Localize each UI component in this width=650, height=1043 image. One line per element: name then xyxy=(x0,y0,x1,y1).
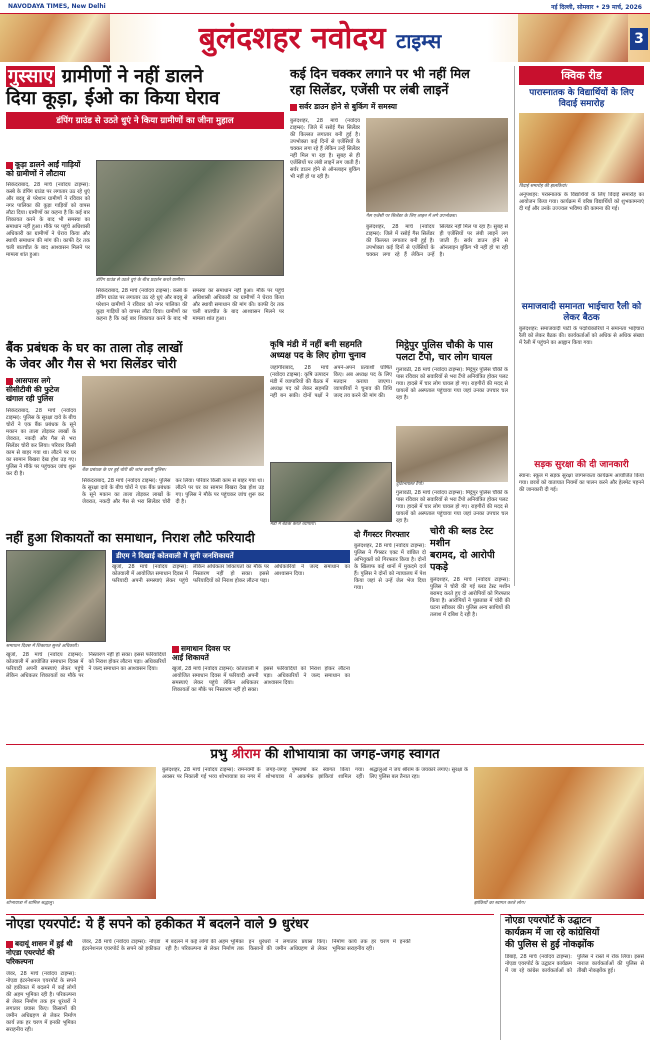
story-body-cont: बुलंदशहर, 28 मार्च (नवोदय टाइम्स): जिले में रसोई गैस सिलेंडर की किल्लत लगातार बनी हुई है। उपभोक्ता कई दिनों से एजेंसियों के चक्कर लगा रहे हैं लेकिन उन्हें सिलेंडर नहीं मिल पा रहा है। सुबह से ही एजेंसियों पर लंबी लाइनें लग जाती हैं। सर्वर डाउन होने से ऑनलाइन बुकिंग भी नहीं हो पा रही है। xyxy=(366,224,508,258)
story-banner: डीएम ने दिखाई कोतवाली में सुनी जनशिकायतें xyxy=(112,550,350,563)
quick-read-sidebar xyxy=(514,66,644,586)
story-body-cont: गुलावठी, 28 मार्च (नवोदय टाइम्स): मिट्ठेपुर पुलिस चौकी के पास रविवार को सवारियों से भरा टैंपो अनियंत्रित होकर पलट गया। हादसे में चार लोग घायल हो गए। राहगीरों की मदद से घायलों को अस्पताल पहुंचाया गया जहां उनका उपचार चल रहा है। xyxy=(396,490,508,524)
story-photo xyxy=(396,426,508,482)
photo-caption: बैंक प्रबंधक के घर हुई चोरी की जांच करती पुलिस। xyxy=(82,468,167,473)
story-body-cont: सिकंदराबाद, 28 मार्च (नवोदय टाइम्स): पुलिस के सुरक्षा दावे के बीच चोरों ने एक बैंक प्रबंधक के सूने मकान का ताला तोड़कर लाखों के जेवरात, नकदी और गैस से भरा सिलेंडर चोरी कर लिया। परिवार किसी काम से बाहर गया था। लौटने पर घर का सामान बिखरा देख होश उड़ गए। पुलिस ने मौके पर पहुंचकर जांच शुरू कर दी है। xyxy=(82,478,264,505)
story-body: डिबाई, 28 मार्च (नवोदय टाइम्स): नोएडा एयरपोर्ट के उद्घाटन कार्यक्रम में जा रहे कांग्रेस कार्यकर्ताओं को पुलिस ने रास्ते में रोक लिया। इससे नाराज कार्यकर्ताओं की पुलिस से तीखी नोकझोंक हुई। xyxy=(505,954,644,974)
photo-caption-left: शोभायात्रा में शामिल श्रद्धालु। xyxy=(6,901,54,906)
story-headline: मिट्ठेपुर पुलिस चौकी के पास पलटा टैंपो, चार लोग घायल xyxy=(396,340,493,363)
story-photo xyxy=(366,118,508,212)
sidebar-head-1: पारास्नातक के विद्यार्थियों के लिए विदाई समारोह xyxy=(529,88,634,109)
sidebar-body-3: स्याना: स्कूल में सड़क सुरक्षा जागरूकता कार्यक्रम आयोजित किया गया। छात्रों को यातायात नियमों का पालन करने और हेलमेट पहनने की जानकारी दी गई। xyxy=(519,473,644,493)
story-tempo xyxy=(396,340,508,526)
story-body: बुलंदशहर, 28 मार्च (नवोदय टाइम्स): जिले में रसोई गैस सिलेंडर की किल्लत लगातार बनी हुई है। उपभोक्ता कई दिनों से एजेंसियों के चक्कर लगा रहे हैं लेकिन उन्हें सिलेंडर नहीं मिल पा रहा है। सुबह से ही एजेंसियों पर लंबी लाइनें लग जाती हैं। सर्वर डाउन होने से ऑनलाइन बुकिंग भी नहीं हो पा रही है। xyxy=(290,118,360,180)
story-body: सिकंदराबाद, 28 मार्च (नवोदय टाइम्स): पुलिस के सुरक्षा दावे के बीच चोरों ने एक बैंक प्रबंधक के सूने मकान का ताला तोड़कर लाखों के जेवरात, नकदी और गैस से भरा सिलेंडर चोरी कर लिया। परिवार किसी काम से बाहर गया था। लौटने पर घर का सामान बिखरा देख होश उड़ गए। पुलिस ने मौके पर पहुंचकर जांच शुरू कर दी है। xyxy=(6,408,76,477)
story-headline: नोएडा एयरपोर्ट के उद्घाटन कार्यक्रम में जा रहे कांग्रेसियों की पुलिस से हुई नोकझोंक xyxy=(505,915,600,950)
story-headline: नोएडा एयरपोर्ट: ये हैं सपने को हकीकत में बदलने वाले 9 धुरंधर xyxy=(6,917,309,932)
bullet-icon xyxy=(6,941,13,948)
story-photo xyxy=(270,462,392,522)
bullet-icon xyxy=(290,104,297,111)
story-body: बुलंदशहर, 28 मार्च (नवोदय टाइम्स): पुलिस ने गैंगस्टर एक्ट में वांछित दो अभियुक्तों को गिरफ्तार किया है। दोनों के खिलाफ कई थानों में मुकदमे दर्ज हैं। पुलिस ने दोनों को न्यायालय में पेश किया जहां से उन्हें जेल भेज दिया गया। xyxy=(354,543,426,591)
story-photo-left xyxy=(6,767,156,899)
masthead-title: बुलंदशहर नवोदय टाइम्स xyxy=(198,21,442,56)
sidebar-body-1: अनूपशहर: परास्नातक के विद्यार्थियों के लिए विदाई समारोह का आयोजन किया गया। कार्यक्रम में वरिष्ठ विद्यार्थियों को शुभकामनाएं दी गईं और उनके उज्ज्वल भविष्य की कामना की गई। xyxy=(519,192,644,212)
story-headline: बैंक प्रबंधक के घर का ताला तोड़ लाखों के जेवर और गैस से भरा सिलेंडर चोरी xyxy=(6,340,183,371)
story-headline: कृषि मंडी में नहीं बनी सहमति अध्यक्ष पद के लिए होगा चुनाव xyxy=(270,340,366,361)
story-body: जेवर, 28 मार्च (नवोदय टाइम्स): नोएडा इंटरनेशनल एयरपोर्ट के सपने को हकीकत में बदलने में कई लोगों की अहम भूमिका रही है। परिकल्पना से लेकर निर्माण तक इन धुरंधरों ने लगातार प्रयास किए। किसानों की जमीन अधिग्रहण से लेकर निर्माण कार्य तक हर चरण में इनकी भूमिका सराहनीय रही। xyxy=(6,971,76,1033)
top-bar xyxy=(0,0,650,14)
story-blood-machine xyxy=(430,526,510,740)
story-samadhan xyxy=(6,530,350,740)
story-photo xyxy=(96,160,284,276)
photo-caption: दुर्घटनाग्रस्त टैंपो। xyxy=(396,482,424,487)
photo-caption: गैस एजेंसी पर सिलेंडर के लिए लाइन में लगे उपभोक्ता। xyxy=(366,214,457,219)
sidebar-photo xyxy=(519,113,644,183)
photo-caption-right: झांकियों का स्वागत करते लोग। xyxy=(474,901,526,906)
sidebar-caption: विदाई समारोह की झलकियां। xyxy=(519,184,568,189)
sidebar-body-2: बुलंदशहर: समाजवादी पार्टी के पदाधिकारियों ने समानता भाईचारा रैली को लेकर बैठक की। कार्यकर्ताओं को अधिक से अधिक संख्या में रैली में पहुंचने का आह्वान किया गया। xyxy=(519,326,644,346)
story-photo-right xyxy=(474,767,644,899)
photo-caption: डंपिंग ग्राउंड से उठते धुएं के बीच प्रदर्शन करते ग्रामीण। xyxy=(96,278,185,283)
story-subhead: समाधान दिवस पर आईं शिकायतें xyxy=(172,644,231,662)
photo-caption: समाधान दिवस में शिकायत सुनते अधिकारी। xyxy=(6,644,79,649)
story-headline: गुस्साए ग्रामीणों ने नहीं डालने दिया कूड़ा, ईओ का किया घेराव xyxy=(6,66,220,109)
story-headline: कई दिन चक्कर लगाने पर भी नहीं मिल रहा सिलेंडर, एजेंसी पर लंबी लाइनें xyxy=(290,66,470,97)
story-subhead: सर्वर डाउन होने से बुकिंग में समस्या xyxy=(290,102,508,112)
story-body: बुलंदशहर, 28 मार्च (नवोदय टाइम्स): पुलिस ने चोरी की गई ब्लड टेस्ट मशीन बरामद करते हुए दो आरोपियों को गिरफ्तार किया है। आरोपियों ने पूछताछ में चोरी की घटना स्वीकार की। पुलिस अन्य साथियों की तलाश में दबिश दे रही है। xyxy=(430,577,510,618)
masthead xyxy=(0,14,650,62)
sidebar-head-2: समाजवादी समानता भाईचारा रैली को लेकर बैठक xyxy=(521,302,642,323)
story-gangster xyxy=(354,530,426,740)
story-headline: नहीं हुआ शिकायतों का समाधान, निराश लौटे फरियादी xyxy=(6,530,255,545)
story-body-cont: खुर्जा, 28 मार्च (नवोदय टाइम्स): कोतवाली में आयोजित समाधान दिवस में फरियादी अपनी समस्याएं लेकर पहुंचे लेकिन अधिकतर शिकायतों का मौके पर निस्तारण नहीं हो सका। इससे फरियादियों को निराश होकर लौटना पड़ा। अधिकारियों ने जल्द समाधान का आश्वासन दिया। xyxy=(6,652,166,679)
story-body-more: खुर्जा, 28 मार्च (नवोदय टाइम्स): कोतवाली में आयोजित समाधान दिवस में फरियादी अपनी समस्याएं लेकर पहुंचे लेकिन अधिकतर शिकायतों का मौके पर निस्तारण नहीं हो सका। इससे फरियादियों को निराश होकर लौटना पड़ा। अधिकारियों ने जल्द समाधान का आश्वासन दिया। xyxy=(172,666,350,693)
story-subhead: बदायूं शासन में हुई थी नोएडा एयरपोर्ट की परिकल्पना xyxy=(6,939,73,966)
story-headline: प्रभु श्रीराम की शोभायात्रा का जगह-जगह स्वागत xyxy=(210,747,440,762)
masthead-left-art xyxy=(0,14,110,62)
story-body: सिकंदराबाद, 28 मार्च (नवोदय टाइम्स): कस्बे के डंपिंग ग्राउंड पर लगातार उठ रहे धुएं और बदबू से परेशान ग्रामीणों ने रविवार को नगर पालिका की कूड़ा गाड़ियों को वापस लौटा दिया। ग्रामीणों का कहना है कि कई बार शिकायत करने के बाद भी समस्या का समाधान नहीं हुआ। मौके पर पहुंचे अधिशासी अधिकारी का ग्रामीणों ने घेराव किया और स्थायी समाधान की मांग की। काफी देर तक चली बातचीत के बाद आश्वासन मिलने पर मामला शांत हुआ। xyxy=(6,182,90,258)
story-congress xyxy=(500,914,644,1040)
story-subhead: आसपास लगे सीसीटीवी की फुटेज खंगाल रही पुलिस xyxy=(6,376,60,403)
edition-label: NAVODAYA TIMES, New Delhi xyxy=(8,3,106,10)
story-body: गुलावठी, 28 मार्च (नवोदय टाइम्स): मिट्ठेपुर पुलिस चौकी के पास रविवार को सवारियों से भरा टैंपो अनियंत्रित होकर पलट गया। हादसे में चार लोग घायल हो गए। राहगीरों की मदद से घायलों को अस्पताल पहुंचाया गया जहां उनका उपचार चल रहा है। xyxy=(396,367,508,401)
story-body: जहांगीराबाद, 28 मार्च (नवोदय टाइम्स): कृषि उत्पादन मंडी में व्यापारियों की बैठक में अध्यक्ष पद को लेकर सहमति नहीं बन सकी। दोनों पक्षों ने अपने-अपने प्रत्याशी घोषित किए। अब अध्यक्ष पद के लिए मतदान कराया जाएगा। व्यापारियों ने चुनाव की तिथि जल्द तय करने की मांग की। xyxy=(270,365,392,399)
story-headline: चोरी की ब्लड टेस्ट मशीन बरामद, दो आरोपी पकड़े xyxy=(430,526,495,573)
bullet-icon xyxy=(6,378,13,385)
story-body-cont: जेवर, 28 मार्च (नवोदय टाइम्स): नोएडा इंटरनेशनल एयरपोर्ट के सपने को हकीकत में बदलने में कई लोगों की अहम भूमिका रही है। परिकल्पना से लेकर निर्माण तक इन धुरंधरों ने लगातार प्रयास किए। किसानों की जमीन अधिग्रहण से लेकर निर्माण कार्य तक हर चरण में इनकी भूमिका सराहनीय रही। xyxy=(82,939,411,952)
story-cylinder xyxy=(290,66,508,336)
story-subhead: कूड़ा डालने आईं गाड़ियों को ग्रामीणों ने लौटाया xyxy=(6,160,81,178)
story-photo xyxy=(82,376,264,466)
story-body-cont: सिकंदराबाद, 28 मार्च (नवोदय टाइम्स): कस्बे के डंपिंग ग्राउंड पर लगातार उठ रहे धुएं और बदबू से परेशान ग्रामीणों ने रविवार को नगर पालिका की कूड़ा गाड़ियों को वापस लौटा दिया। ग्रामीणों का कहना है कि कई बार शिकायत करने के बाद भी समस्या का समाधान नहीं हुआ। मौके पर पहुंचे अधिशासी अधिकारी का ग्रामीणों ने घेराव किया और स्थायी समाधान की मांग की। काफी देर तक चली बातचीत के बाद आश्वासन मिलने पर मामला शांत हुआ। xyxy=(96,288,284,322)
photo-caption: मंडी में बैठक करते व्यापारी। xyxy=(270,522,316,527)
date-line: नई दिल्ली, सोमवार • 29 मार्च, 2026 xyxy=(551,4,642,11)
story-body: खुर्जा, 28 मार्च (नवोदय टाइम्स): कोतवाली में आयोजित समाधान दिवस में फरियादी अपनी समस्याएं लेकर पहुंचे लेकिन अधिकतर शिकायतों का मौके पर निस्तारण नहीं हो सका। इससे फरियादियों को निराश होकर लौटना पड़ा। अधिकारियों ने जल्द समाधान का आश्वासन दिया। xyxy=(112,564,350,584)
story-garbage xyxy=(6,66,284,336)
sidebar-label: क्विक रीड xyxy=(519,66,644,85)
story-body: बुलंदशहर, 28 मार्च (नवोदय टाइम्स): रामनवमी के अवसर पर निकाली गई भव्य शोभायात्रा का नगर में जगह-जगह पुष्पवर्षा कर स्वागत किया गया। शोभायात्रा में आकर्षक झांकियां शामिल रहीं। श्रद्धालुओं ने जय श्रीराम के जयकारे लगाए। सुरक्षा के लिए पुलिस बल तैनात रहा। xyxy=(162,767,468,780)
story-shobhayatra xyxy=(6,744,644,910)
sidebar-head-3: सड़क सुरक्षा की दी जानकारी xyxy=(534,460,629,470)
masthead-right-art xyxy=(518,14,628,62)
page-number: 3 xyxy=(630,28,648,50)
story-bank-theft xyxy=(6,340,264,526)
story-noida-airport xyxy=(6,914,494,1040)
story-photo xyxy=(6,550,106,642)
story-headline: दो गैंगस्टर गिरफ्तार xyxy=(354,530,410,539)
story-mandi xyxy=(270,340,392,526)
story-deck: डंपिंग ग्राउंड से उठते धुएं ने किया ग्रामीणों का जीना मुहाल xyxy=(6,112,284,129)
bullet-icon xyxy=(172,646,179,653)
bullet-icon xyxy=(6,162,13,169)
